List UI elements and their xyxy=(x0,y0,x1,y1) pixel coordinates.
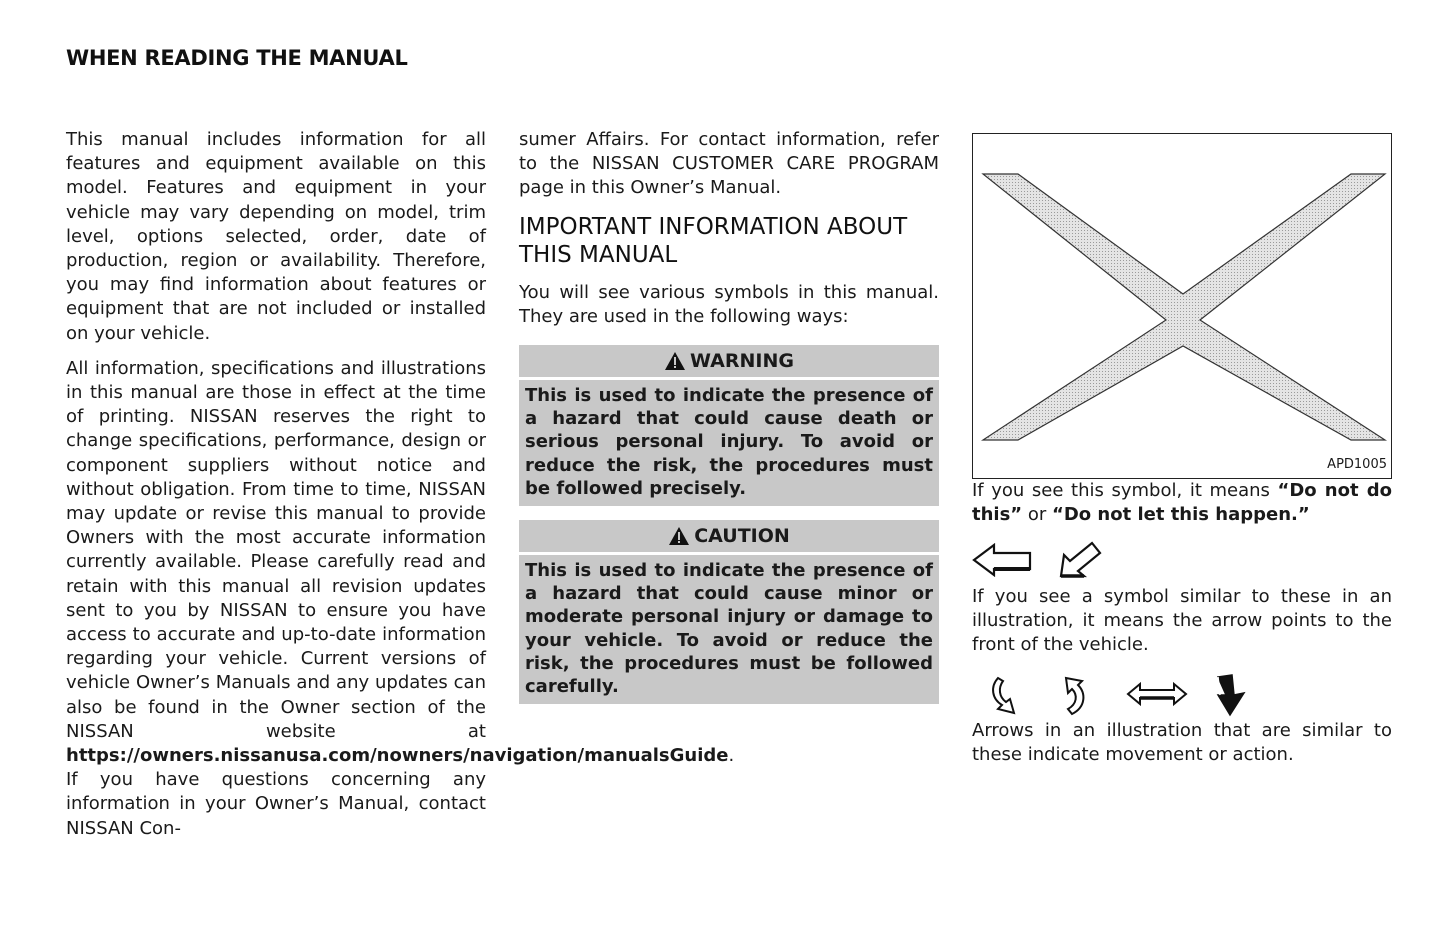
front-arrow-left-icon xyxy=(972,543,1034,577)
do-not-caption xyxy=(972,479,1392,527)
caution-box xyxy=(519,520,939,704)
front-arrow-diagonal-icon xyxy=(1058,541,1104,579)
warning-text: This is used to indicate the presence of a hazard that could cause death or serious personal injury. To avoid or reduce the risk, the procedures must be followed precisely. xyxy=(519,380,939,506)
continuation-paragraph: sumer Affairs. For contact information, refer to the NISSAN CUSTOMER CARE PROGRAM page in this Owner’s Manual. xyxy=(519,129,939,199)
owners-website-link[interactable]: https://owners.nissanusa.com/nowners/navigation/manualsGuide xyxy=(66,745,729,767)
do-not-x-icon xyxy=(973,134,1393,480)
caption-text: If you see this symbol, it means xyxy=(972,480,1278,501)
warning-label: WARNING xyxy=(690,349,794,372)
specifications-text: All information, specifications and illustrations in this manual are those in effect at the time of printing. NISSAN reserves the right to change specifications, performance, design or component suppliers without notice and without obligation. From time to time, NISSAN may update or revise this manual to provide Owners with the most accurate information currently available. Please carefully read and retain with this manual all revision updates sent to you by NISSAN to ensure you have access to accurate and up-to-date information regarding your vehicle. Current versions of vehicle Owner’s Manuals and any updates can also be found in the Owner section of the NISSAN website at xyxy=(66,357,486,742)
movement-arrows xyxy=(972,673,1392,719)
do-not-figure xyxy=(972,133,1392,479)
curved-arrow-up-icon xyxy=(1058,675,1092,717)
warning-triangle-icon xyxy=(664,351,686,371)
caution-text: This is used to indicate the presence of a hazard that could cause minor or moderate personal injury or damage to your vehicle. To avoid or reduce the risk, the procedures must be followed carefully. xyxy=(519,555,939,704)
movement-arrow-caption: Arrows in an illustration that are similar to these indicate movement or action. xyxy=(972,720,1392,765)
front-arrows xyxy=(972,541,1392,583)
column-2 xyxy=(519,128,939,718)
warning-box xyxy=(519,345,939,506)
caution-label: CAUTION xyxy=(694,524,790,547)
caption-emphasis-2: “Do not let this happen.” xyxy=(1052,504,1310,525)
caption-emphasis-1: “Do not do this” xyxy=(972,480,1392,525)
figure-code: APD1005 xyxy=(1327,456,1387,472)
symbols-intro: You will see various symbols in this manual. They are used in the following ways: xyxy=(519,281,939,327)
intro-paragraph: This manual includes information for all features and equipment available on this model. Features and equipment in your vehicle may vary depending on model, trim level, options selected, order, date of production, region or availability. Therefore, you may find information about features or equipment that are not included or installed on your vehicle. xyxy=(66,129,486,344)
front-arrow-caption: If you see a symbol similar to these in an illustration, it means the arrow points to the front of the vehicle. xyxy=(972,586,1392,655)
contact-text: . If you have questions concerning any information in your Owner’s Manual, contact NISSAN Con- xyxy=(66,745,735,839)
bent-arrow-down-icon xyxy=(1212,673,1252,717)
double-arrow-icon xyxy=(1126,681,1188,707)
caption-connector: or xyxy=(1022,504,1052,525)
section-heading: IMPORTANT INFORMATION ABOUT THIS MANUAL xyxy=(519,213,908,268)
curved-arrow-down-icon xyxy=(988,675,1022,717)
page-title: WHEN READING THE MANUAL xyxy=(66,46,408,70)
caution-triangle-icon xyxy=(668,526,690,546)
column-3 xyxy=(972,133,1392,778)
caution-header xyxy=(519,520,939,552)
warning-header xyxy=(519,345,939,377)
